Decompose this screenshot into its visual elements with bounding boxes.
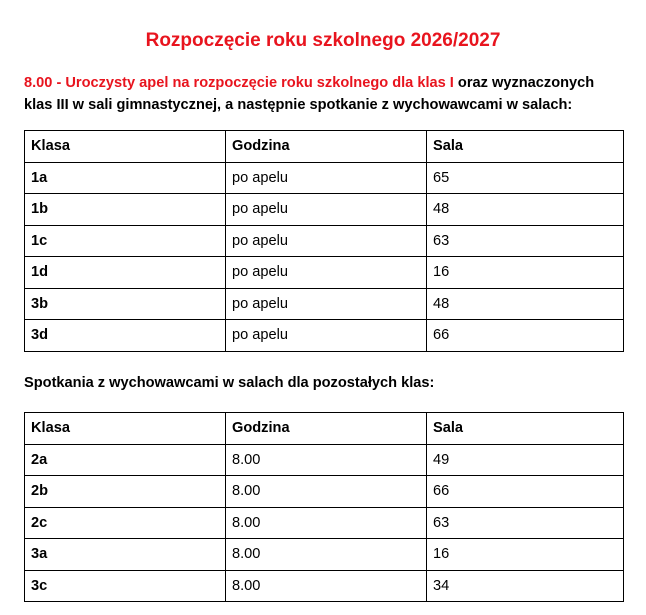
cell-sala: 34 [427,570,624,602]
table-row [25,444,624,476]
cell-godzina: 8.00 [226,476,427,508]
cell-godzina: 8.00 [226,539,427,571]
cell-godzina: 8.00 [226,444,427,476]
table-row [25,162,624,194]
table-row [25,539,624,571]
cell-sala: 63 [427,507,624,539]
cell-klasa: 1b [25,194,226,226]
cell-klasa: 1a [25,162,226,194]
cell-klasa: 3b [25,288,226,320]
table-row [25,225,624,257]
cell-godzina: 8.00 [226,507,427,539]
cell-godzina: po apelu [226,225,427,257]
schedule-table-other-classes [24,412,624,602]
schedule-table-first-classes [24,130,624,352]
cell-klasa: 2c [25,507,226,539]
table-row [25,320,624,352]
cell-godzina: po apelu [226,257,427,289]
cell-sala: 48 [427,194,624,226]
header-sala: Sala [427,413,624,445]
table-row [25,570,624,602]
header-klasa: Klasa [25,413,226,445]
table-row [25,507,624,539]
table-row [25,194,624,226]
cell-sala: 49 [427,444,624,476]
cell-sala: 63 [427,225,624,257]
cell-sala: 66 [427,476,624,508]
cell-godzina: po apelu [226,194,427,226]
cell-klasa: 3a [25,539,226,571]
cell-klasa: 2a [25,444,226,476]
intro-rest: oraz wyznaczonych klas III w sali gimnastycznej, a następnie spotkanie z wychowawcami w salach: [24,75,595,113]
cell-sala: 16 [427,539,624,571]
cell-klasa: 1d [25,257,226,289]
cell-sala: 65 [427,162,624,194]
cell-klasa: 1c [25,225,226,257]
table-row [25,288,624,320]
header-sala: Sala [427,131,624,163]
intro-paragraph [24,72,624,116]
header-godzina: Godzina [226,131,427,163]
page-title: Rozpoczęcie roku szkolnego 2026/2027 [145,30,501,51]
cell-klasa: 3c [25,570,226,602]
intro-highlight: 8.00 - Uroczysty apel na rozpoczęcie roku szkolnego dla klas I [24,75,454,91]
header-godzina: Godzina [226,413,427,445]
cell-godzina: po apelu [226,288,427,320]
header-klasa: Klasa [25,131,226,163]
cell-godzina: po apelu [226,162,427,194]
table-row [25,257,624,289]
cell-sala: 48 [427,288,624,320]
cell-sala: 66 [427,320,624,352]
table-header-row [25,413,624,445]
cell-godzina: 8.00 [226,570,427,602]
table-header-row [25,131,624,163]
cell-klasa: 2b [25,476,226,508]
section-heading-other-classes: Spotkania z wychowawcami w salach dla pozostałych klas: [24,375,435,391]
cell-klasa: 3d [25,320,226,352]
table-row [25,476,624,508]
cell-godzina: po apelu [226,320,427,352]
cell-sala: 16 [427,257,624,289]
